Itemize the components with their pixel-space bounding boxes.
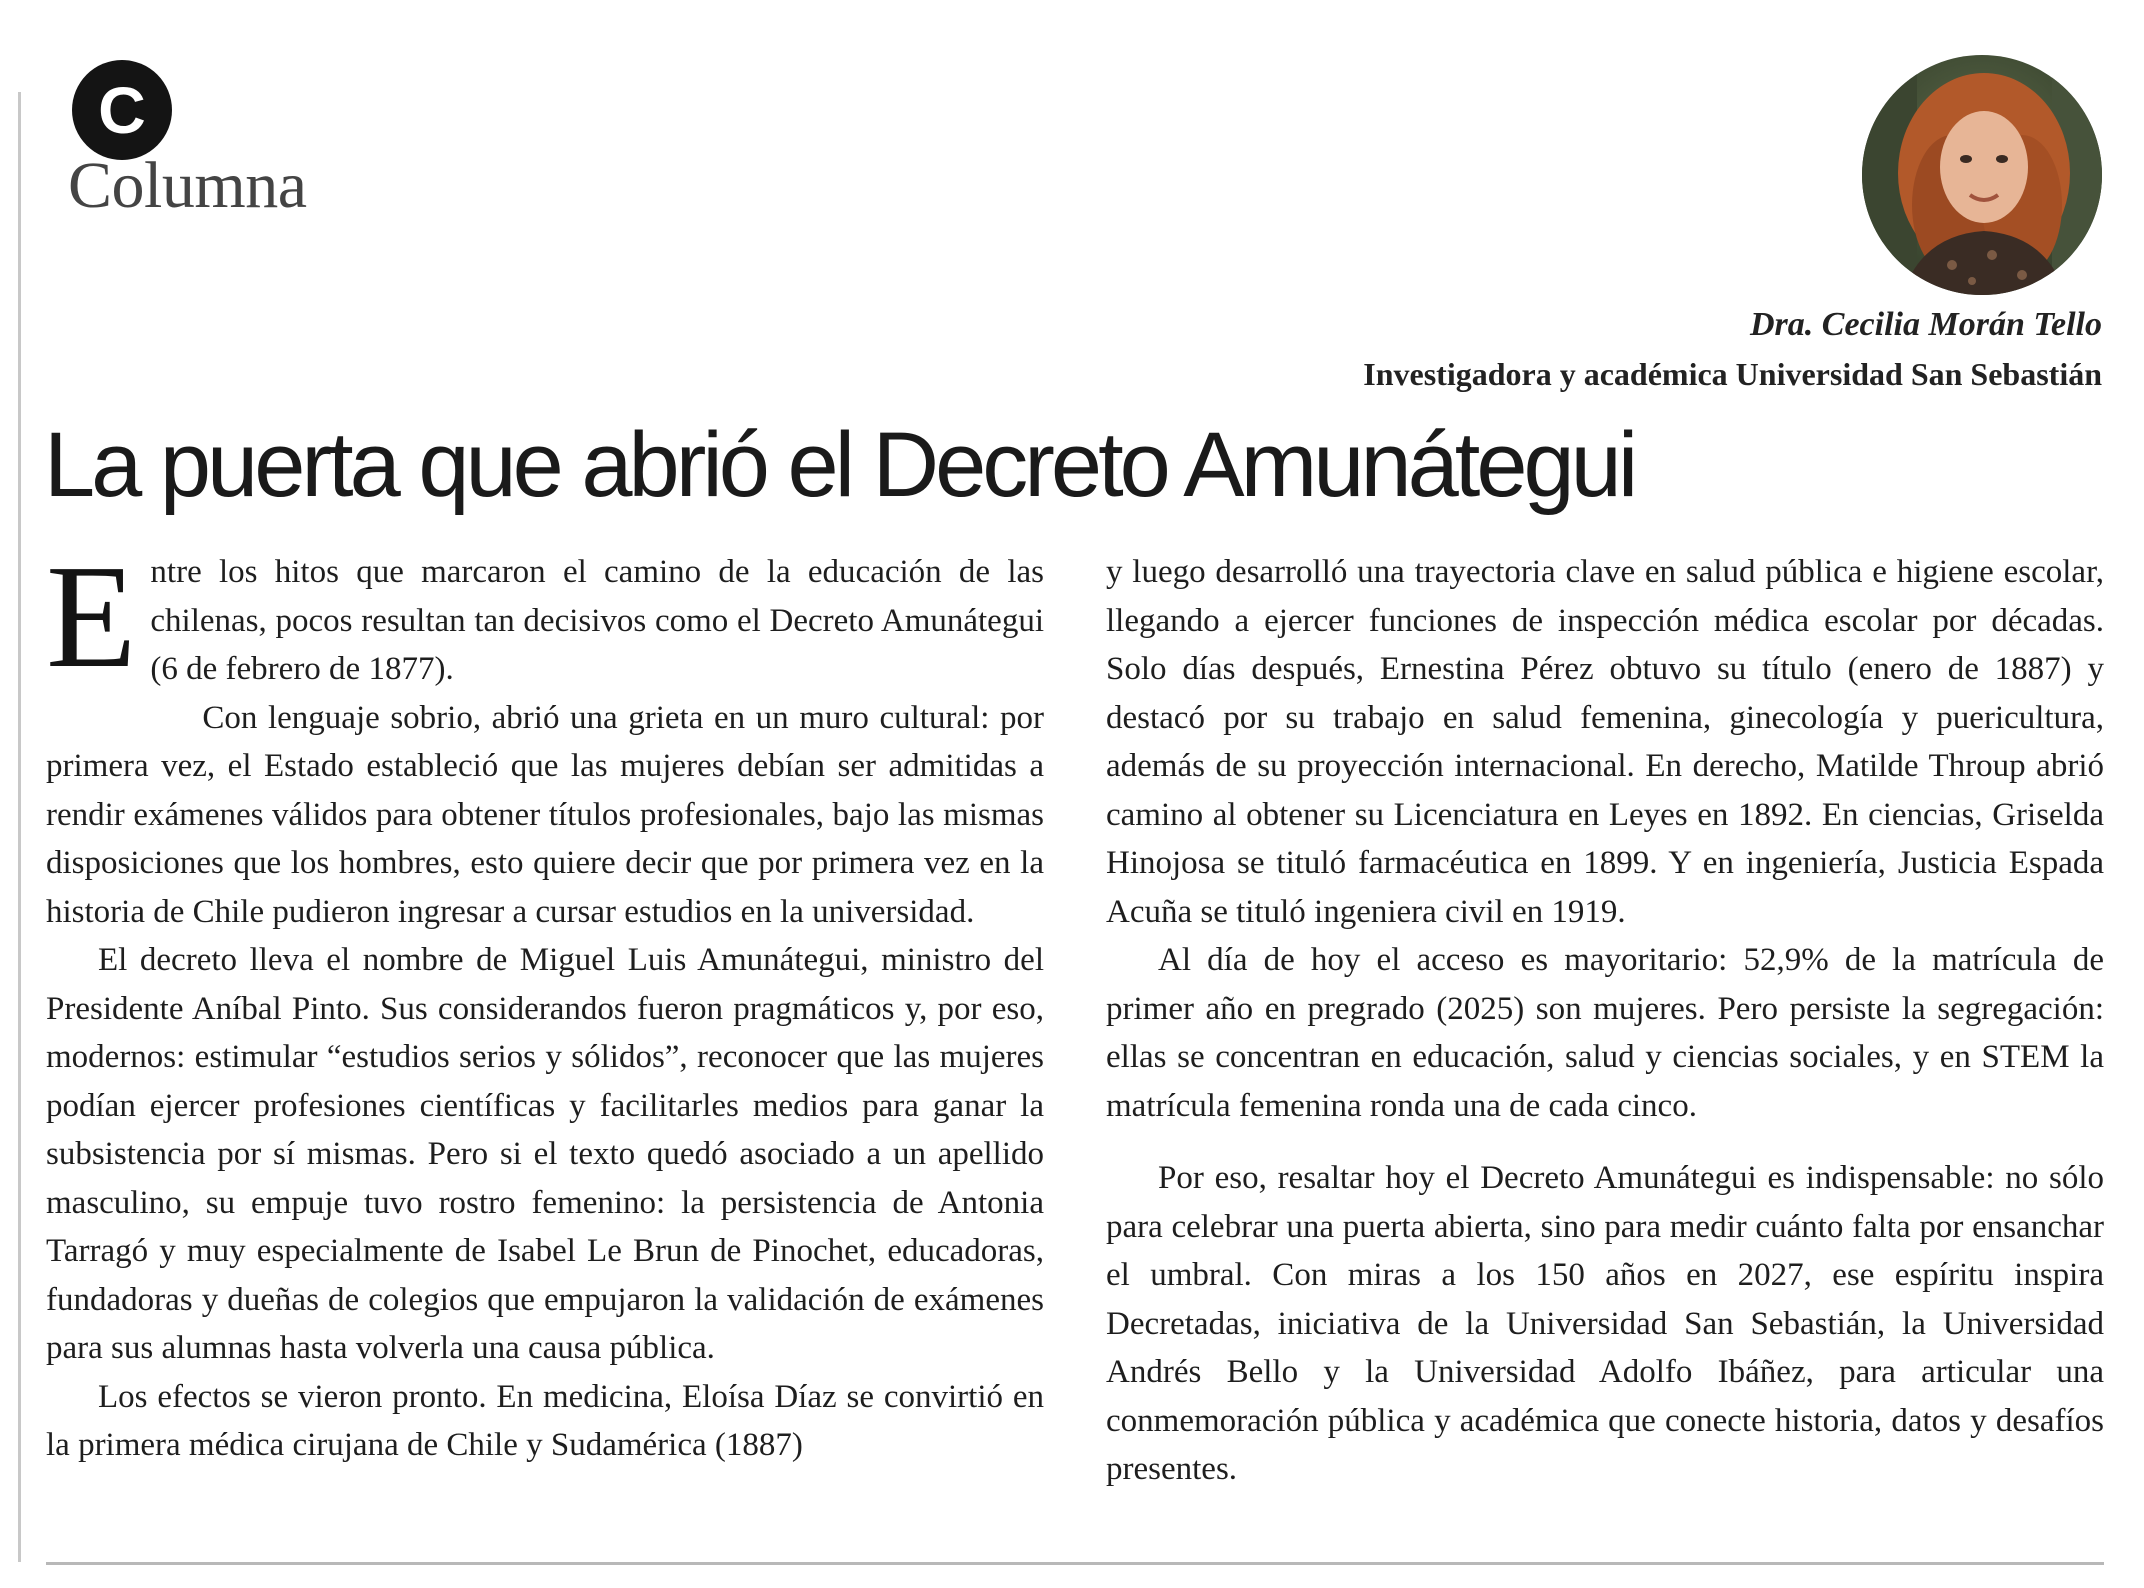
headline: La puerta que abrió el Decreto Amunátegui: [44, 414, 1635, 516]
paragraph: Al día de hoy el acceso es mayoritario: 52,9% de la matrícula de primer año en pregrado (2025) son mujeres. Pero persiste la segregación: ellas se concentran en educación, salud y ciencias sociales, y en STEM la matrícula femenina ronda una de cada cinco.: [1106, 942, 2104, 1124]
section-label: Columna: [68, 149, 307, 222]
drop-cap: E: [46, 535, 137, 699]
left-vertical-rule: [18, 92, 21, 1562]
paragraph: Con lenguaje sobrio, abrió una grieta en un muro cultural: por primera vez, el Estado estableció que las mujeres debían ser admitidas a rendir exámenes válidos para obtener títulos profesionales, bajo las mismas disposiciones que los hombres, esto quiere decir que por primera vez en la historia de Chile pudieron ingresar a cursar estudios en la universidad.: [46, 699, 1044, 930]
article-column-left: [46, 535, 1044, 1470]
section-logo: C: [72, 60, 172, 160]
paragraph: ntre los hitos que marcaron el camino de la educación de las chilenas, pocos resultan tan decisivos como el Decreto Amunátegui (6 de febrero de 1877).: [150, 554, 1044, 687]
bottom-rule: [46, 1562, 2104, 1565]
paragraph: y luego desarrolló una trayectoria clave en salud pública e higiene escolar, llegando a ejercer funciones de inspección médica escolar por décadas. Solo días después, Ernestina Pérez obtuvo su título (enero de 1887) y destacó por su trabajo en salud femenina, ginecología y puericultura, además de su proyección internacional. En derecho, Matilde Throup abrió camino al obtener su Licenciatura en Leyes en 1892. En ciencias, Griselda Hinojosa se tituló farmacéutica en 1899. Y en ingeniería, Justicia Espada Acuña se tituló ingeniera civil en 1919.: [1106, 554, 2104, 930]
author-name: Dra. Cecilia Morán Tello: [1750, 306, 2102, 343]
article-column-right: [1106, 548, 2104, 1494]
author-photo: [1862, 55, 2102, 295]
paragraph: Por eso, resaltar hoy el Decreto Amunátegui es indispensable: no sólo para celebrar una puerta abierta, sino para medir cuánto falta por ensanchar el umbral. Con miras a los 150 años en 2027, ese espíritu inspira Decretadas, iniciativa de la Universidad San Sebastián, la Universidad Andrés Bello y la Universidad Adolfo Ibáñez, para articular una conmemoración pública y académica que conecte historia, datos y desafíos presentes.: [1106, 1160, 2104, 1487]
paragraph: Los efectos se vieron pronto. En medicina, Eloísa Díaz se convirtió en la primera médica cirujana de Chile y Sudamérica (1887): [46, 1378, 1044, 1463]
author-role: Investigadora y académica Universidad San Sebastián: [1363, 356, 2102, 392]
paragraph: El decreto lleva el nombre de Miguel Luis Amunátegui, ministro del Presidente Aníbal Pinto. Sus considerandos fueron pragmáticos y, por eso, modernos: estimular “estudios serios y sólidos”, reconocer que las mujeres podían ejercer profesiones científicas y facilitarles medios para ganar la subsistencia por sí mismas. Pero si el texto quedó asociado a un apellido masculino, su empuje tuvo rostro femenino: la persistencia de Antonia Tarragó y muy especialmente de Isabel Le Brun de Pinochet, educadoras, fundadoras y dueñas de colegios que empujaron la validación de exámenes para sus alumnas hasta volverla una causa pública.: [46, 942, 1044, 1366]
